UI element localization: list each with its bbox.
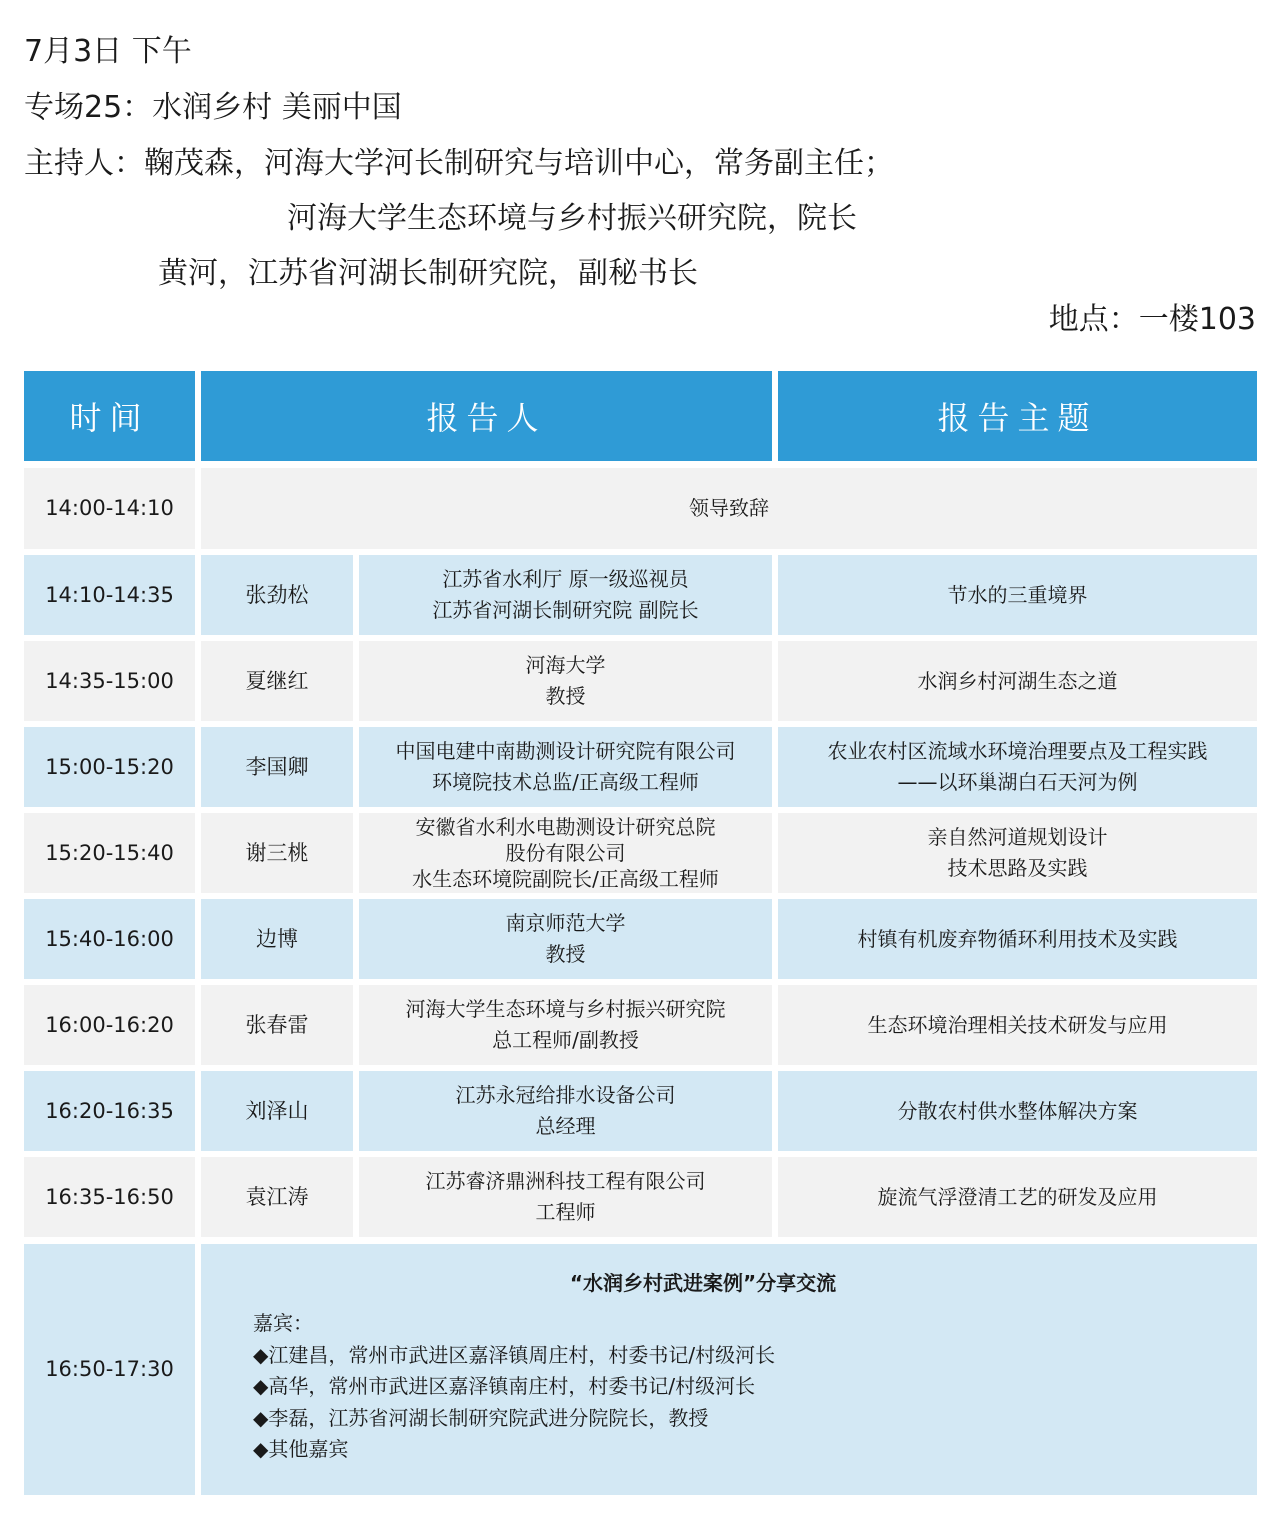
speaker-org-line: 水生态环境院副院长/正高级工程师: [412, 867, 719, 891]
speaker-name-cell: [201, 727, 353, 807]
speaker-name: 谢三桃: [245, 840, 309, 865]
time-text: 14:00-14:10: [45, 496, 174, 520]
host-line-2: 河海大学生态环境与乡村振兴研究院，院长: [287, 201, 857, 236]
speaker-org-line: 河海大学: [525, 653, 606, 677]
speaker-name: 李国卿: [245, 754, 309, 779]
header-time-label: 时间: [69, 399, 150, 437]
time-cell: [24, 1157, 195, 1237]
topic-cell: [778, 641, 1257, 721]
time-cell: [24, 641, 195, 721]
time-cell: [24, 899, 195, 979]
time-text: 15:20-15:40: [45, 840, 174, 865]
time-text: 16:35-16:50: [45, 1184, 174, 1209]
speaker-org-line: 股份有限公司: [505, 841, 626, 865]
topic-line: 水润乡村河湖生态之道: [917, 668, 1118, 693]
closing-title: “水润乡村武进案例”分享交流: [569, 1271, 837, 1295]
speaker-org-cell: [359, 641, 772, 721]
header-speaker: [201, 371, 772, 461]
time-cell: [24, 1244, 195, 1495]
speaker-org-cell: [359, 727, 772, 807]
topic-line: 村镇有机废弃物循环利用技术及实践: [857, 926, 1178, 951]
session-date: 7月3日 下午: [24, 34, 192, 69]
topic-cell: [778, 813, 1257, 893]
topic-line: 技术思路及实践: [947, 856, 1088, 880]
topic-line: ——以环巢湖白石天河为例: [897, 770, 1138, 794]
speaker-org-cell: [359, 1071, 772, 1151]
topic-line: 节水的三重境界: [947, 582, 1088, 607]
speaker-name: 边博: [256, 926, 298, 951]
guest-item: ◆其他嘉宾: [253, 1437, 349, 1461]
topic-line: 生态环境治理相关技术研发与应用: [867, 1012, 1168, 1037]
speaker-name: 刘泽山: [245, 1098, 309, 1123]
speaker-org-cell: [359, 899, 772, 979]
speaker-org-line: 教授: [545, 684, 586, 708]
topic-line: 旋流气浮澄清工艺的研发及应用: [877, 1184, 1158, 1209]
topic-cell: [778, 1071, 1257, 1151]
time-text: 14:35-15:00: [45, 668, 174, 693]
time-text: 16:50-17:30: [45, 1357, 174, 1381]
speaker-org-line: 河海大学生态环境与乡村振兴研究院: [405, 997, 726, 1021]
topic-cell: [778, 555, 1257, 635]
time-text: 16:20-16:35: [45, 1098, 174, 1123]
guests-label: 嘉宾：: [253, 1311, 313, 1335]
topic-cell: [778, 899, 1257, 979]
session-title: 专场25：水润乡村 美丽中国: [24, 90, 402, 125]
speaker-org-line: 江苏永冠给排水设备公司: [455, 1083, 676, 1107]
topic-cell: [778, 727, 1257, 807]
opening-text: 领导致辞: [689, 496, 769, 520]
guest-item: ◆江建昌，常州市武进区嘉泽镇周庄村，村委书记/村级河长: [253, 1342, 776, 1367]
speaker-org-line: 南京师范大学: [505, 911, 626, 935]
speaker-org-line: 中国电建中南勘测设计研究院有限公司: [395, 739, 736, 763]
speaker-org-line: 总经理: [535, 1114, 596, 1138]
time-text: 16:00-16:20: [45, 1012, 174, 1037]
opening-cell: [201, 468, 1257, 549]
speaker-org-line: 教授: [545, 942, 586, 966]
speaker-name: 夏继红: [245, 668, 309, 693]
speaker-name: 张春雷: [245, 1012, 309, 1037]
location: 地点：一楼103: [1048, 302, 1256, 337]
speaker-org-line: 江苏省河湖长制研究院 副院长: [432, 598, 699, 622]
header-time: [24, 371, 195, 461]
host-line-3: 黄河，江苏省河湖长制研究院，副秘书长: [158, 256, 698, 291]
speaker-name-cell: [201, 813, 353, 893]
guest-item: ◆高华，常州市武进区嘉泽镇南庄村，村委书记/村级河长: [253, 1374, 756, 1398]
time-cell: [24, 1071, 195, 1151]
speaker-name-cell: [201, 641, 353, 721]
guest-item: ◆李磊，江苏省河湖长制研究院武进分院院长，教授: [253, 1405, 709, 1430]
speaker-org-line: 总工程师/副教授: [492, 1028, 639, 1052]
speaker-org-cell: [359, 1157, 772, 1237]
speaker-name-cell: [201, 1157, 353, 1237]
time-cell: [24, 468, 195, 549]
header-speaker-label: 报告人: [426, 399, 547, 437]
speaker-name: 袁江涛: [245, 1184, 309, 1209]
topic-line: 农业农村区流域水环境治理要点及工程实践: [827, 739, 1208, 763]
time-text: 14:10-14:35: [45, 582, 174, 607]
closing-cell: [201, 1244, 1257, 1495]
speaker-org-line: 江苏睿济鼎洲科技工程有限公司: [425, 1169, 706, 1193]
time-cell: [24, 555, 195, 635]
topic-cell: [778, 1157, 1257, 1237]
topic-line: 亲自然河道规划设计: [927, 825, 1108, 849]
time-cell: [24, 727, 195, 807]
speaker-org-cell: [359, 985, 772, 1065]
speaker-name: 张劲松: [245, 582, 309, 607]
speaker-name-cell: [201, 1071, 353, 1151]
time-cell: [24, 813, 195, 893]
speaker-name-cell: [201, 899, 353, 979]
speaker-name-cell: [201, 985, 353, 1065]
header-topic-label: 报告主题: [937, 399, 1098, 437]
time-cell: [24, 985, 195, 1065]
speaker-org-line: 安徽省水利水电勘测设计研究总院: [415, 815, 716, 839]
time-text: 15:40-16:00: [45, 926, 174, 951]
topic-cell: [778, 985, 1257, 1065]
speaker-org-cell: [359, 813, 772, 893]
topic-line: 分散农村供水整体解决方案: [897, 1098, 1138, 1123]
speaker-org-line: 工程师: [535, 1200, 596, 1224]
header-topic: [778, 371, 1257, 461]
time-text: 15:00-15:20: [45, 754, 174, 779]
speaker-org-line: 江苏省水利厅 原一级巡视员: [442, 567, 689, 591]
speaker-org-line: 环境院技术总监/正高级工程师: [432, 770, 699, 794]
speaker-org-cell: [359, 555, 772, 635]
speaker-name-cell: [201, 555, 353, 635]
host-line-1: 主持人：鞠茂森，河海大学河长制研究与培训中心，常务副主任；: [24, 146, 894, 181]
